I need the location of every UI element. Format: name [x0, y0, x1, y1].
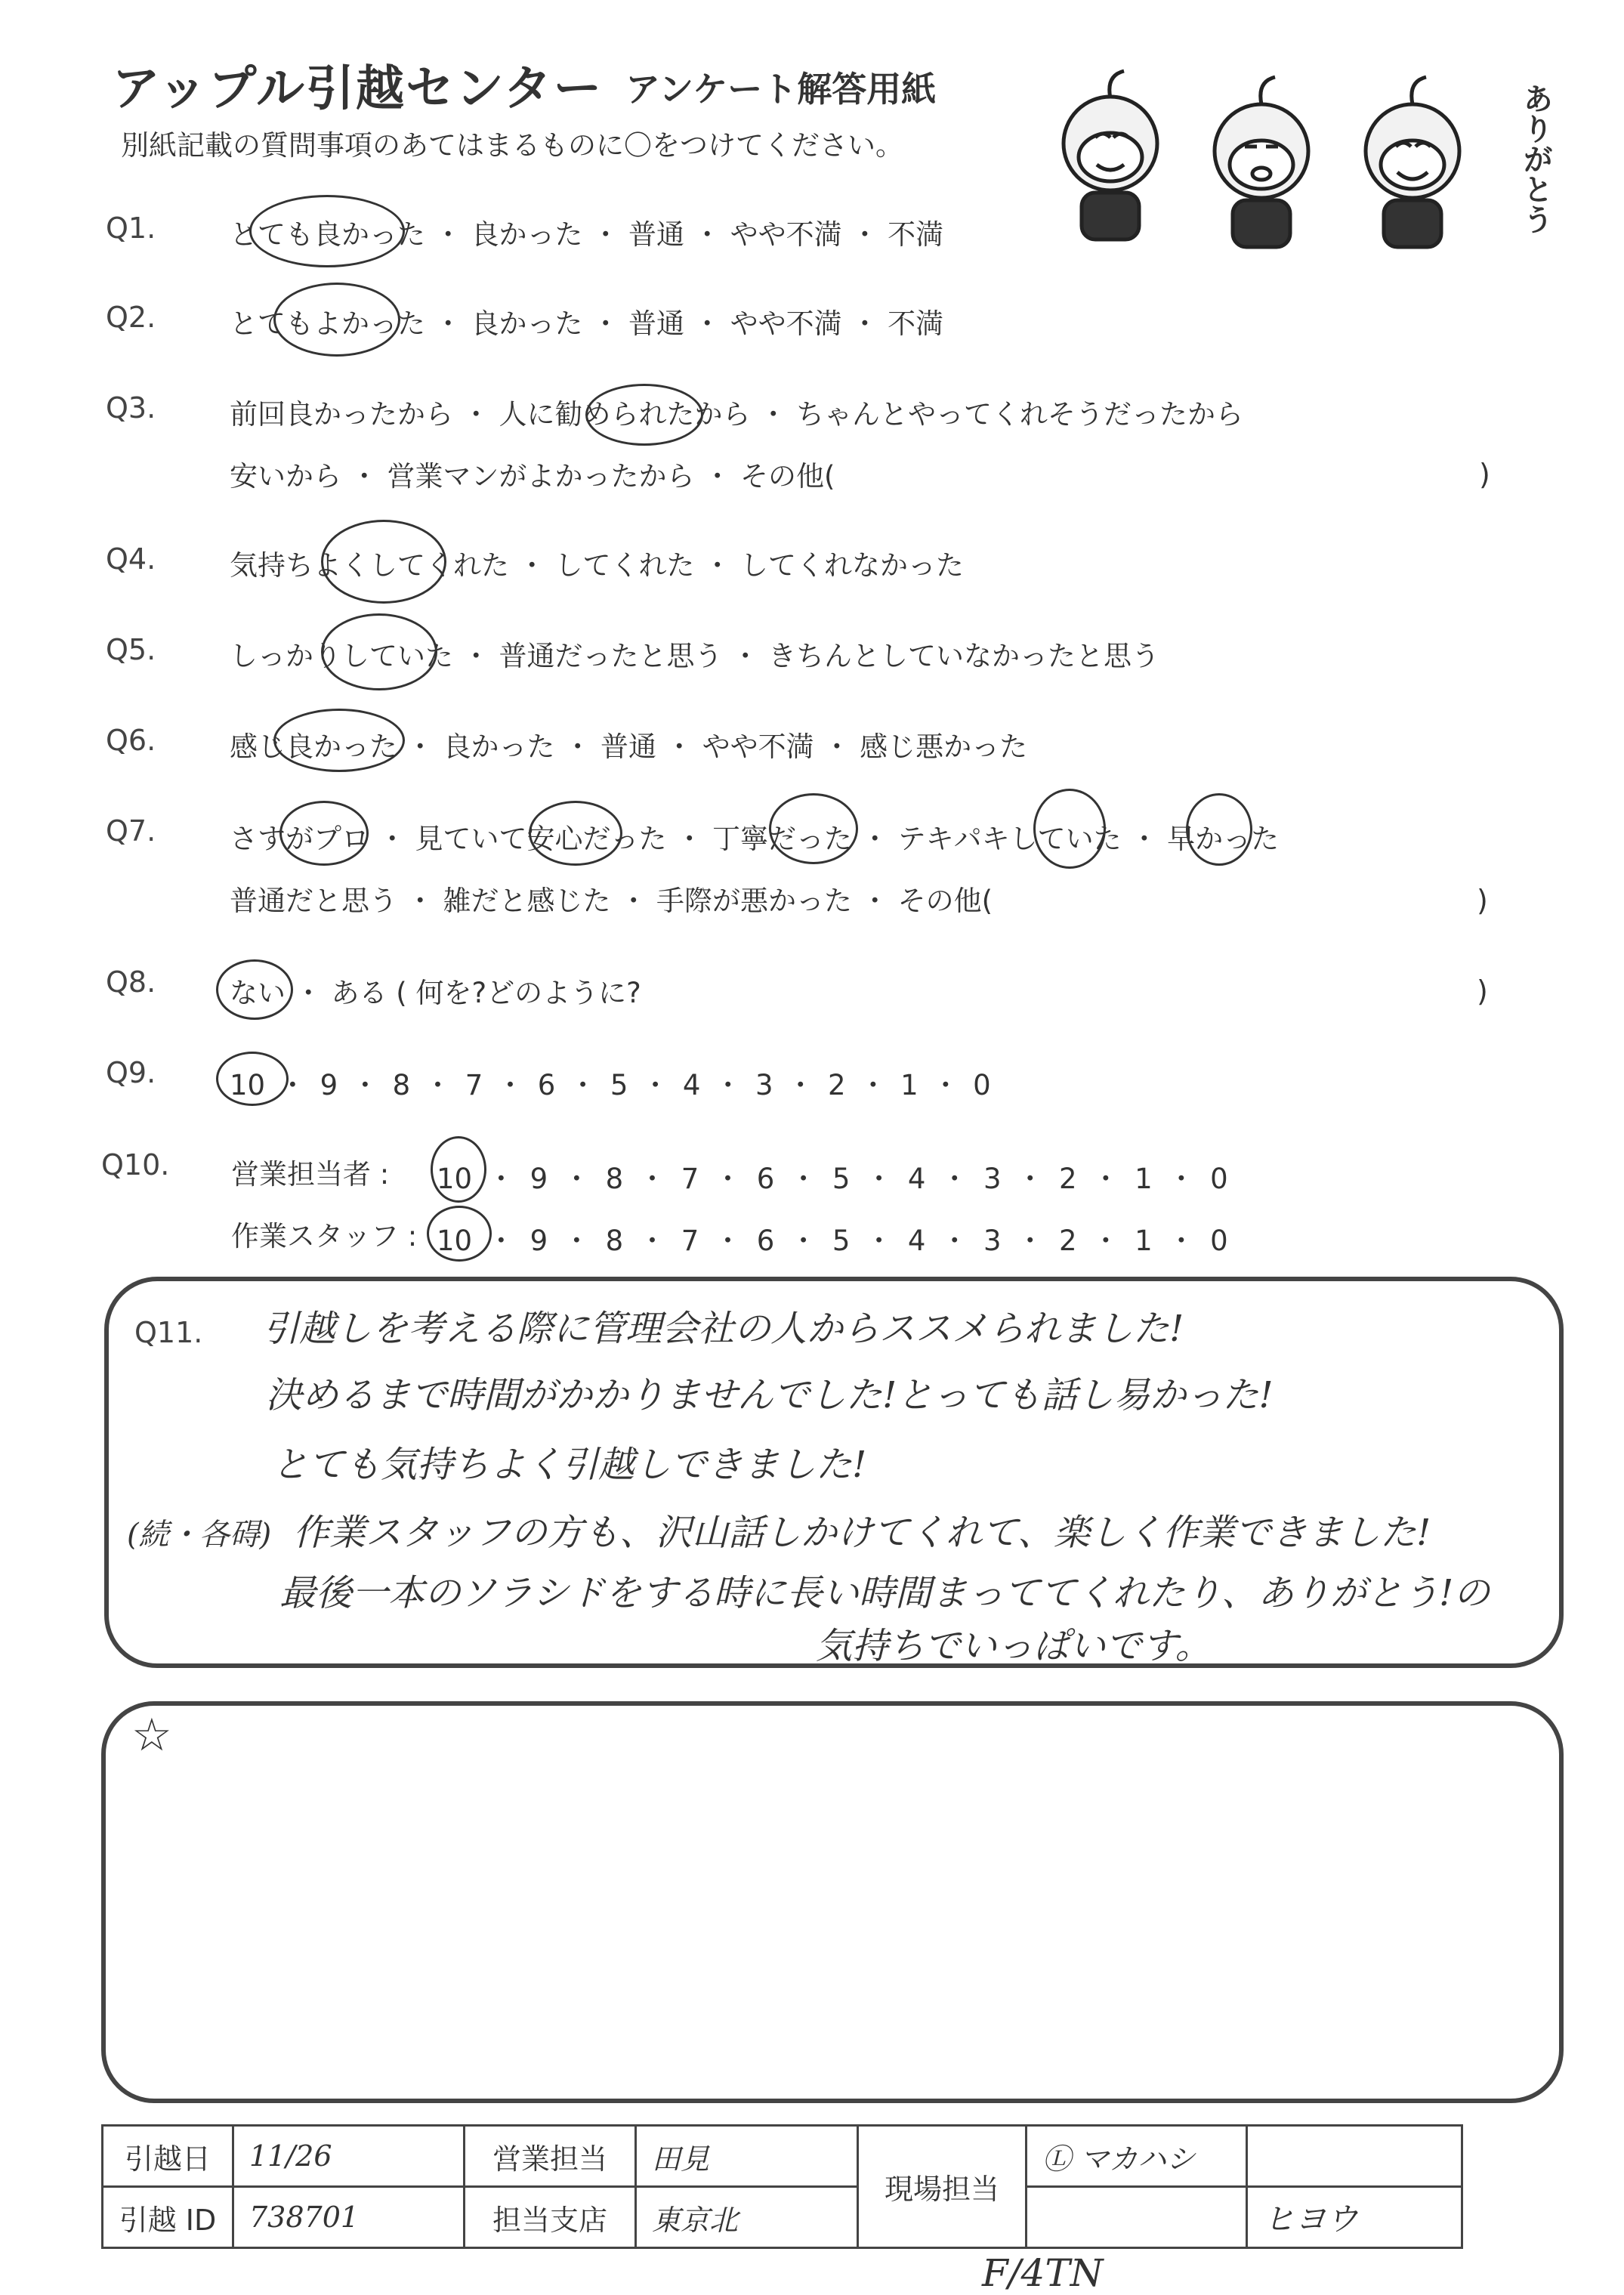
q11-comment-line-3: とても気持ちよく引越しできました! [272, 1444, 867, 1486]
q2-options: とてもよかった ・ 良かった ・ 普通 ・ やや不満 ・ 不満 [230, 307, 944, 340]
q5-options: しっかりしていた ・ 普通だったと思う ・ きちんとしていなかったと思う [230, 640, 1160, 672]
q4-answer-circle [321, 520, 446, 604]
star-icon: ☆ [131, 1709, 172, 1762]
q7-answer-circle-5 [1186, 793, 1252, 866]
q10-sales-scale: 10 ・ 9 ・ 8 ・ 7 ・ 6 ・ 5 ・ 4 ・ 3 ・ 2 ・ 1 ・ 0 [437, 1163, 1228, 1195]
move-date-label: 引越日 [103, 2126, 233, 2187]
q11-comment-line-5: 最後一本のソラシドをする時に長い時間まっててくれたり、ありがとう!の [279, 1572, 1490, 1614]
q4-number: Q4. [106, 542, 156, 576]
q8-options: ない ・ ある ( 何を?どのように? [230, 977, 641, 1009]
site-staff-label: 現場担当 [858, 2126, 1027, 2248]
q7-answer-circle-2 [529, 801, 622, 866]
q11-comment-line-4: 作業スタッフの方も、沢山話しかけてくれて、楽しく作業できました! [293, 1512, 1431, 1554]
branch-label: 担当支店 [465, 2187, 636, 2248]
sales-rep-label: 営業担当 [465, 2126, 636, 2187]
q10-staff-label: 作業スタッフ : [231, 1220, 418, 1253]
q7-number: Q7. [106, 814, 156, 848]
q3-line-1: 前回良かったから ・ 人に勧められたから ・ ちゃんとやってくれそうだったから [230, 398, 1244, 431]
move-date-value: 11/26 [233, 2126, 465, 2187]
q4-options: 気持ちよくしてくれた ・ してくれた ・ してくれなかった [230, 549, 965, 582]
q10-number: Q10. [101, 1148, 170, 1181]
move-id-label: 引越 ID [103, 2187, 233, 2248]
site-staff-value-2: ヒヨウ [1247, 2187, 1462, 2248]
q11-comment-line-2: 決めるまで時間がかかりませんでした!とっても話し易かった! [266, 1374, 1274, 1416]
monkey-mascot-icon [1035, 68, 1503, 257]
q10-staff-scale: 10 ・ 9 ・ 8 ・ 7 ・ 6 ・ 5 ・ 4 ・ 3 ・ 2 ・ 1 ・ 0 [437, 1225, 1228, 1257]
site-staff-empty-cell-2 [1027, 2187, 1247, 2248]
q5-number: Q5. [106, 633, 156, 666]
q6-number: Q6. [106, 724, 156, 757]
q10-sales-answer-circle [431, 1136, 486, 1203]
q10-staff-answer-circle [427, 1206, 492, 1262]
q1-number: Q1. [106, 212, 156, 245]
q8-close-paren: ) [1477, 975, 1488, 1008]
q11-comment-line-1: 引越しを考える際に管理会社の人からススメられました! [263, 1308, 1184, 1350]
move-info-table [101, 2124, 1463, 2249]
q7-answer-circle-1 [279, 801, 369, 866]
bottom-handwritten-note: F/4TN [982, 2251, 1104, 2295]
q3-number: Q3. [106, 391, 156, 425]
q2-answer-circle [273, 283, 400, 357]
q8-answer-circle [216, 959, 293, 1020]
q2-number: Q2. [106, 301, 156, 334]
q10-sales-label: 営業担当者 : [231, 1158, 390, 1191]
q8-number: Q8. [106, 965, 156, 999]
instruction-text: 別紙記載の質問事項のあてはまるものに〇をつけてください。 [121, 129, 903, 162]
star-notes-box [101, 1701, 1564, 2103]
q11-prefix-note: (続・各碍) [127, 1518, 272, 1552]
move-id-value: 738701 [233, 2187, 465, 2248]
q11-comment-line-6: 気持ちでいっぱいです。 [816, 1625, 1212, 1667]
q7-answer-circle-4 [1033, 789, 1106, 869]
q7-line-2: 普通だと思う ・ 雑だと感じた ・ 手際が悪かった ・ その他( [230, 885, 993, 917]
site-staff-empty-cell-1 [1247, 2126, 1462, 2187]
q9-answer-circle [216, 1052, 289, 1106]
q7-answer-circle-3 [769, 793, 858, 864]
branch-value: 東京北 [636, 2187, 858, 2248]
q9-scale: 10 ・ 9 ・ 8 ・ 7 ・ 6 ・ 5 ・ 4 ・ 3 ・ 2 ・ 1 ・ 0 [230, 1069, 991, 1101]
q7-line-1: さすがプロ ・ 見ていて安心だった ・ 丁寧だった ・ テキパキしていた ・ 早かった [230, 823, 1280, 855]
site-staff-value-1: Ⓛ マカハシ [1027, 2126, 1247, 2187]
q3-answer-circle [585, 384, 703, 446]
q1-answer-circle [249, 195, 405, 267]
q9-number: Q9. [106, 1056, 156, 1089]
q3-close-paren: ) [1479, 458, 1490, 491]
sales-rep-value: 田見 [636, 2126, 858, 2187]
q6-answer-circle [273, 709, 405, 772]
q11-number: Q11. [134, 1316, 203, 1349]
q6-options: 感じ良かった ・ 良かった ・ 普通 ・ やや不満 ・ 感じ悪かった [230, 731, 1028, 763]
thanks-text: ありがとう [1518, 83, 1553, 234]
q3-line-2: 安いから ・ 営業マンがよかったから ・ その他( [230, 460, 835, 493]
form-subtitle: アンケート解答用紙 [625, 69, 937, 110]
q1-options: とても良かった ・ 良かった ・ 普通 ・ やや不満 ・ 不満 [230, 218, 944, 251]
q5-answer-circle [321, 613, 437, 690]
company-title: アップル引越センター [112, 61, 604, 117]
q7-close-paren: ) [1477, 884, 1488, 917]
